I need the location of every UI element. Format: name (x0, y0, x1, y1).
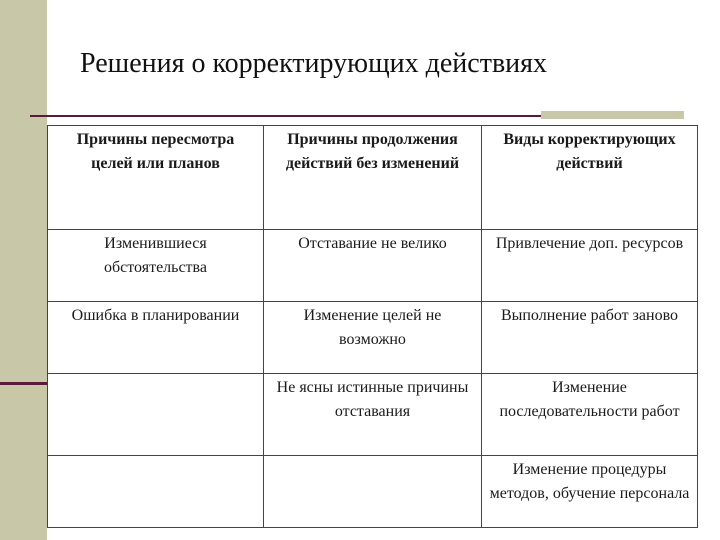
table-cell (48, 374, 264, 456)
table-header-row (48, 126, 698, 230)
table-cell: Отставание не велико (264, 230, 482, 302)
table-cell (48, 456, 264, 528)
table-cell: Изменение целей не возможно (264, 302, 482, 374)
title-rule-accent (541, 111, 684, 119)
table-cell (264, 456, 482, 528)
header-corrective-types: Виды корректирующих действий (482, 126, 698, 230)
table-cell: Ошибка в планировании (48, 302, 264, 374)
header-reasons-revision: Причины пересмотра целей или планов (48, 126, 264, 230)
sidebar-accent-line (0, 382, 47, 385)
table-cell: Выполнение работ заново (482, 302, 698, 374)
slide-title: Решения о корректирующих действиях (80, 48, 548, 79)
table-row (48, 374, 698, 456)
table-cell: Привлечение доп. ресурсов (482, 230, 698, 302)
table-cell: Изменившиеся обстоятельства (48, 230, 264, 302)
table-cell: Изменение процедуры методов, обучение персонала (482, 456, 698, 528)
header-reasons-continue: Причины продолжения действий без изменений (264, 126, 482, 230)
decisions-table (47, 125, 698, 528)
table-cell: Не ясны истинные причины отставания (264, 374, 482, 456)
table-cell: Изменение последовательности работ (482, 374, 698, 456)
title-rule (30, 115, 542, 117)
table-row (48, 302, 698, 374)
sidebar-decoration (0, 0, 47, 540)
table-row (48, 230, 698, 302)
table-row (48, 456, 698, 528)
